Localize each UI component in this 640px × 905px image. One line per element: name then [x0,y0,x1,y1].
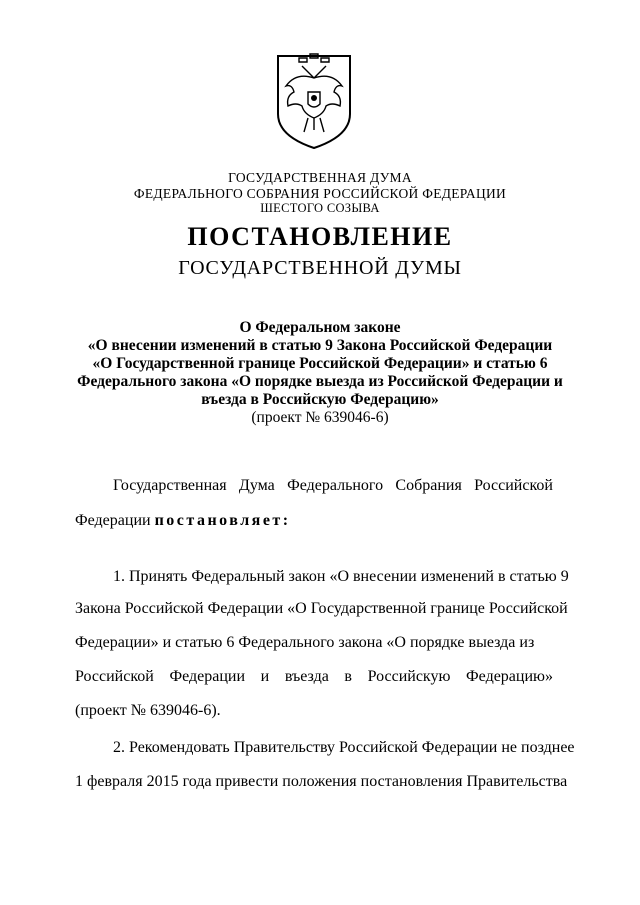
intro-word: Государственная [113,477,227,494]
intro-word: Российской [474,477,553,494]
coat-of-arms-emblem [272,52,356,152]
assembly-name-line: ФЕДЕРАЛЬНОГО СОБРАНИЯ РОССИЙСКОЙ ФЕДЕРАЦИИ [133,186,507,201]
para1-word: и [260,668,270,685]
para1-word: Федерации [169,668,246,685]
subject-line-2: «О внесении изменений в статью 9 Закона Российской Федерации [87,337,553,354]
intro-word: Дума [238,477,275,494]
intro-word: Собрания [395,477,462,494]
para1-word: Российской [75,668,154,685]
para2-line-2: 1 февраля 2015 года привести положения постановления Правительства [75,773,568,790]
para2-line-1: 2. Рекомендовать Правительству Российской Федерации не позднее [113,739,575,756]
duma-name-line: ГОСУДАРСТВЕННАЯ ДУМА [228,170,412,185]
intro-line-2-start: Федерации [75,512,151,529]
para1-word: Российскую [367,668,451,685]
project-number: (проект № 639046-6) [251,409,389,426]
para1-word: въезда [284,668,329,685]
intro-word: Федерального [287,477,384,494]
subject-line-5: въезда в Российскую Федерацию» [201,391,439,408]
convocation-line: ШЕСТОГО СОЗЫВА [260,201,380,215]
para1-line-3: Федерации» и статью 6 Федерального закона «О порядке выезда из [75,634,535,651]
document-subtitle: ГОСУДАРСТВЕННОЙ ДУМЫ [178,257,462,279]
intro-line-1 [113,477,553,495]
para1-line-5: (проект № 639046-6). [75,702,221,719]
decree-verb: постановляет: [154,512,291,529]
document-title: ПОСТАНОВЛЕНИЕ [187,222,453,251]
para1-line-2: Закона Российской Федерации «О Государственной границе Российской [75,600,568,617]
para1-line-4 [75,668,553,686]
para1-line-1: 1. Принять Федеральный закон «О внесении изменений в статью 9 [113,568,569,585]
subject-line-4: Федерального закона «О порядке выезда из Российской Федерации и [77,373,563,390]
subject-line-1: О Федеральном законе [239,319,401,336]
para1-word: Федерацию» [466,668,553,685]
para1-word: в [344,668,352,685]
intro-line-2 [75,512,291,530]
subject-line-3: «О Государственной границе Российской Федерации» и статью 6 [92,355,548,372]
